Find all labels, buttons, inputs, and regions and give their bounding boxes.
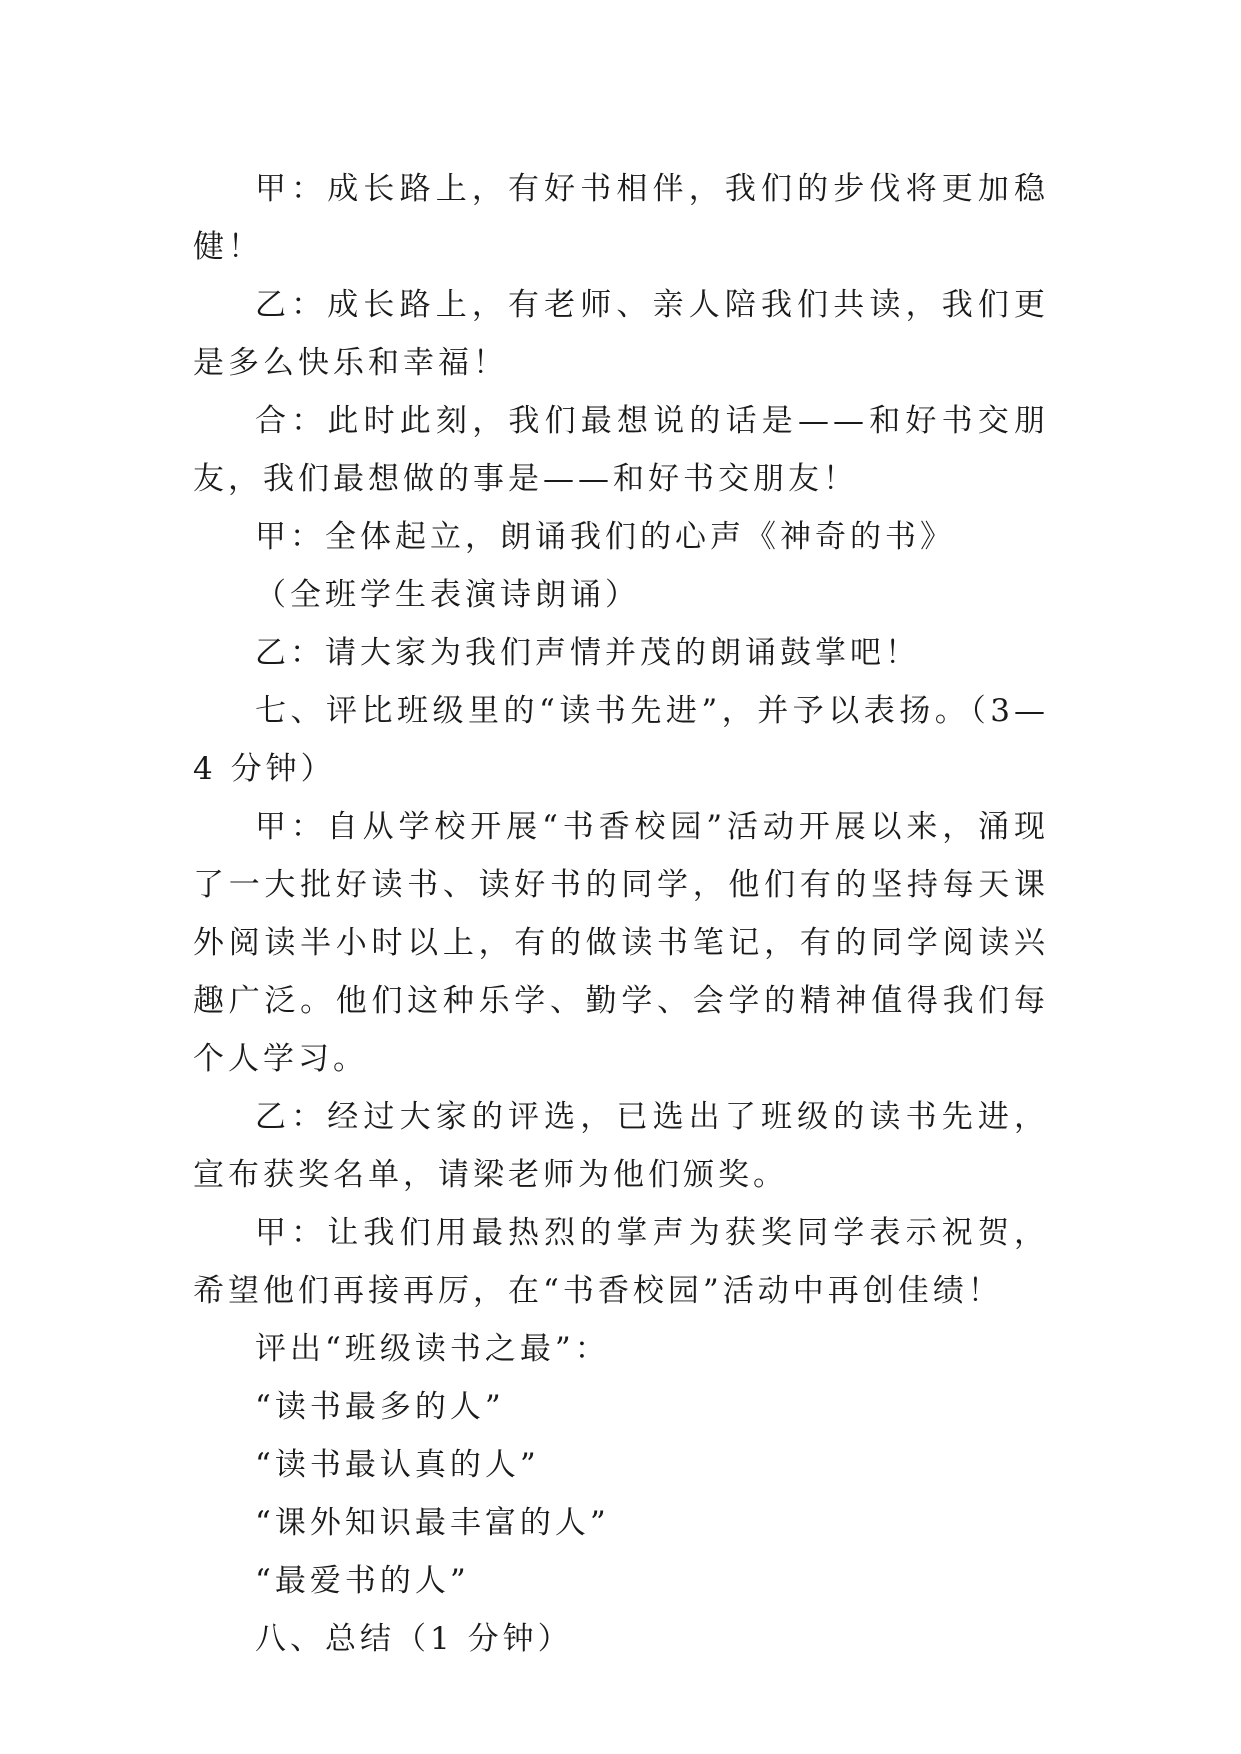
list-item-2: “读书最认真的人” [255,1447,540,1483]
paragraph-2: 乙：成长路上，有老师、亲人陪我们共读，我们更是多么快乐和幸福！ [193,287,1049,381]
section-heading-8: 八、总结（1 分钟） [255,1621,573,1657]
list-item-4: “最爱书的人” [255,1563,470,1599]
paragraph-3: 合：此时此刻，我们最想说的话是——和好书交朋友，我们最想做的事是——和好书交朋友！ [193,403,1049,497]
list-item-1: “读书最多的人” [255,1389,505,1425]
paragraph-5: （全班学生表演诗朗诵） [255,577,640,613]
paragraph-9: 乙：经过大家的评选，已选出了班级的读书先进，宣布获奖名单，请梁老师为他们颁奖。 [193,1099,1049,1193]
paragraph-10: 甲：让我们用最热烈的掌声为获奖同学表示祝贺，希望他们再接再厉，在“书香校园”活动中再创佳绩！ [193,1215,1049,1309]
paragraph-4: 甲：全体起立，朗诵我们的心声《神奇的书》 [255,519,955,555]
paragraph-11: 评出“班级读书之最”： [255,1331,610,1367]
paragraph-1: 甲：成长路上，有好书相伴，我们的步伐将更加稳健！ [193,171,1049,265]
paragraph-8: 甲：自从学校开展“书香校园”活动开展以来，涌现了一大批好读书、读好书的同学，他们有的坚持每天课外阅读半小时以上，有的做读书笔记，有的同学阅读兴趣广泛。他们这种乐学、勤学、会学的精神值得我们每个人学习。 [193,809,1049,1077]
section-heading-7: 七、评比班级里的“读书先进”，并予以表扬。（3—4 分钟） [193,693,1049,787]
paragraph-6: 乙：请大家为我们声情并茂的朗诵鼓掌吧！ [255,635,920,671]
list-item-3: “课外知识最丰富的人” [255,1505,610,1541]
document-body [193,160,1049,1668]
